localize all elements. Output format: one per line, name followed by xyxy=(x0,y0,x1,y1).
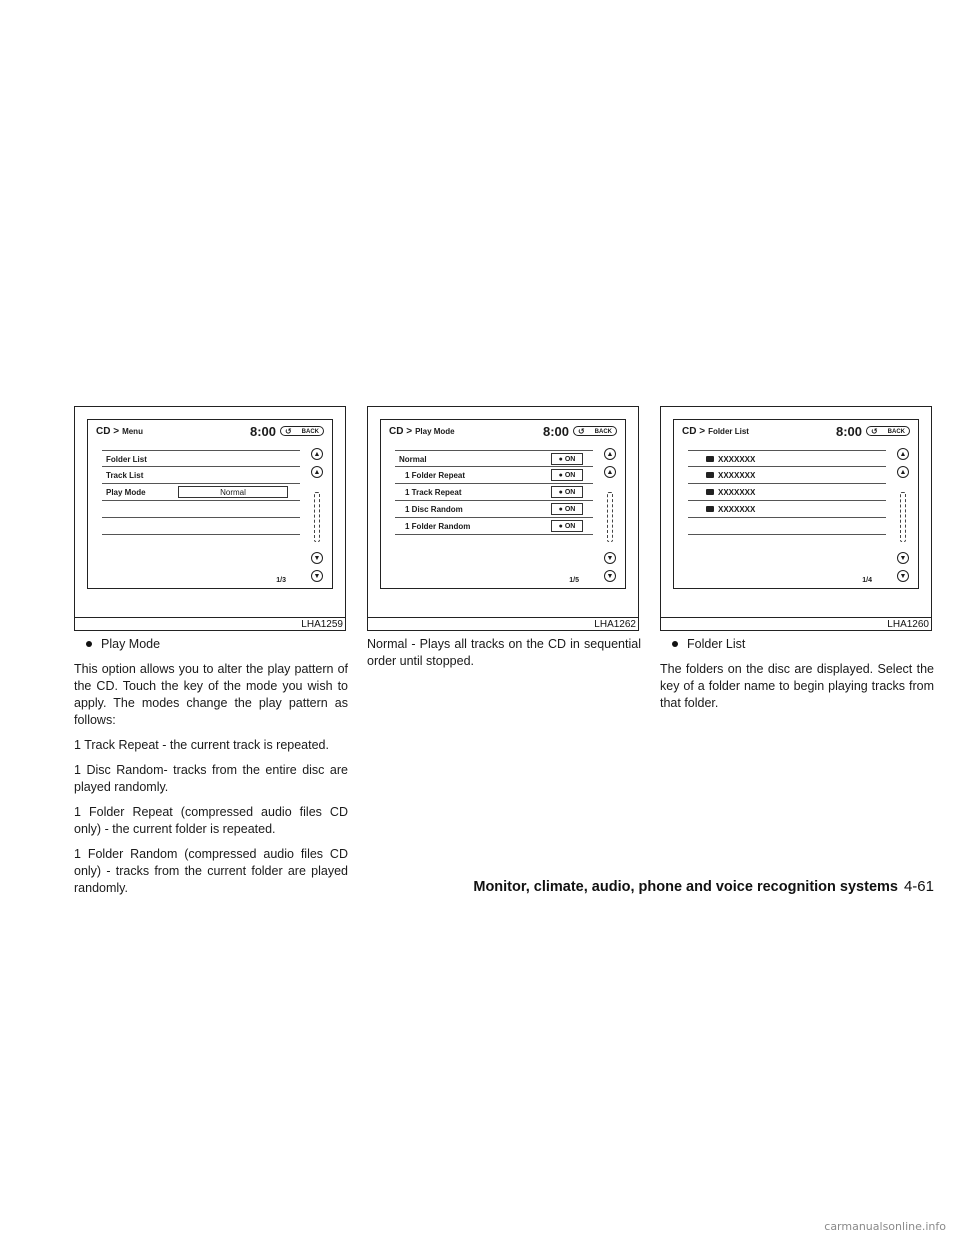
play-mode-value: Normal xyxy=(178,486,288,498)
scroll-up-icon[interactable]: ▲ xyxy=(311,466,323,478)
figure-menu xyxy=(74,406,346,631)
folder-icon xyxy=(706,472,714,478)
page-number: 4-61 xyxy=(903,878,934,895)
screen-section: Folder List xyxy=(708,427,749,436)
paragraph: 1 Disc Random- tracks from the entire disc are played randomly. xyxy=(74,763,348,794)
list-item[interactable] xyxy=(395,518,593,535)
on-label: ON xyxy=(564,472,576,479)
list-item-label: 1 Disc Random xyxy=(405,505,463,514)
figure-rule xyxy=(661,617,931,618)
scroll-top-icon[interactable]: ▲ xyxy=(311,448,323,460)
list-item[interactable] xyxy=(395,484,593,501)
page-indicator: 1/5 xyxy=(569,577,579,584)
paragraph: The folders on the disc are displayed. Select the key of a folder name to begin playing tracks from that folder. xyxy=(660,662,934,710)
screen-header xyxy=(96,426,143,437)
list-item[interactable] xyxy=(102,484,300,501)
scroll-bottom-icon[interactable]: ▼ xyxy=(311,570,323,582)
screen-folder-list xyxy=(673,419,919,589)
on-label: ON xyxy=(564,456,576,463)
on-label: ON xyxy=(564,523,576,530)
on-indicator: ● ON xyxy=(551,503,583,515)
list-item[interactable] xyxy=(102,450,300,467)
scroll-down-icon[interactable]: ▼ xyxy=(604,552,616,564)
on-label: ON xyxy=(564,489,576,496)
list-item[interactable] xyxy=(395,501,593,518)
on-indicator: ● ON xyxy=(551,469,583,481)
back-arrow-icon: ↺ xyxy=(285,427,292,436)
scrollbar[interactable] xyxy=(900,492,906,542)
text-column-2 xyxy=(367,636,641,678)
page-footer xyxy=(473,878,934,895)
back-arrow-icon: ↺ xyxy=(578,427,585,436)
back-button[interactable] xyxy=(573,426,617,436)
text-column-1 xyxy=(74,636,348,905)
list-item[interactable] xyxy=(688,484,886,501)
figure-code: LHA1260 xyxy=(887,619,929,630)
scroll-bottom-icon[interactable]: ▼ xyxy=(604,570,616,582)
list-item-label: 1 Folder Repeat xyxy=(405,471,466,480)
back-button[interactable] xyxy=(866,426,910,436)
folder-icon xyxy=(706,506,714,512)
page-indicator: 1/3 xyxy=(276,577,286,584)
watermark[interactable]: carmanualsonline.info xyxy=(824,1220,946,1233)
list-item[interactable] xyxy=(688,501,886,518)
list-item-label: Normal xyxy=(399,455,427,464)
list-item-label: 1 Folder Random xyxy=(405,522,471,531)
back-arrow-icon: ↺ xyxy=(871,427,878,436)
list-item[interactable] xyxy=(688,450,886,467)
bullet-icon xyxy=(86,641,92,647)
scroll-top-icon[interactable]: ▲ xyxy=(897,448,909,460)
scrollbar[interactable] xyxy=(607,492,613,542)
list-item[interactable] xyxy=(102,467,300,484)
screen-menu xyxy=(87,419,333,589)
figure-code: LHA1262 xyxy=(594,619,636,630)
back-label: BACK xyxy=(301,429,319,435)
list-item-label: 1 Track Repeat xyxy=(405,488,462,497)
bullet-heading xyxy=(74,636,348,653)
list-item-label: Play Mode xyxy=(106,488,146,497)
back-label: BACK xyxy=(594,429,612,435)
scroll-up-icon[interactable]: ▲ xyxy=(604,466,616,478)
list-item-label: XXXXXXX xyxy=(718,455,756,464)
list-item xyxy=(102,501,300,518)
scroll-bottom-icon[interactable]: ▼ xyxy=(897,570,909,582)
list-item xyxy=(102,518,300,535)
paragraph: 1 Track Repeat - the current track is repeated. xyxy=(74,738,329,752)
scroll-down-icon[interactable]: ▼ xyxy=(897,552,909,564)
screen-source: CD > xyxy=(96,426,120,437)
bullet-label: Play Mode xyxy=(101,637,161,651)
screen-source: CD > xyxy=(682,426,706,437)
list-item-label: XXXXXXX xyxy=(718,471,756,480)
back-label: BACK xyxy=(887,429,905,435)
list-item[interactable] xyxy=(395,467,593,484)
list-item xyxy=(688,518,886,535)
scrollbar[interactable] xyxy=(314,492,320,542)
bullet-icon xyxy=(672,641,678,647)
paragraph: This option allows you to alter the play pattern of the CD. Touch the key of the mode you wish to apply. The modes change the play pattern as follows: xyxy=(74,662,348,727)
scroll-top-icon[interactable]: ▲ xyxy=(604,448,616,460)
clock: 8:00 xyxy=(249,424,276,439)
on-label: ON xyxy=(564,506,576,513)
clock: 8:00 xyxy=(835,424,862,439)
list-item[interactable] xyxy=(395,450,593,467)
back-button[interactable] xyxy=(280,426,324,436)
list-item-label: XXXXXXX xyxy=(718,488,756,497)
screen-header xyxy=(682,426,749,437)
figure-folder-list xyxy=(660,406,932,631)
screen-source: CD > xyxy=(389,426,413,437)
clock: 8:00 xyxy=(542,424,569,439)
paragraph: 1 Folder Random (compressed audio files CD only) - tracks from the current folder are played randomly. xyxy=(74,847,348,895)
screen-section: Play Mode xyxy=(415,427,455,436)
folder-icon xyxy=(706,489,714,495)
figure-rule xyxy=(75,617,345,618)
scroll-up-icon[interactable]: ▲ xyxy=(897,466,909,478)
bullet-label: Folder List xyxy=(687,637,746,651)
screen-section: Menu xyxy=(122,427,143,436)
text-column-3 xyxy=(660,636,934,720)
on-indicator: ● ON xyxy=(551,486,583,498)
figure-code: LHA1259 xyxy=(301,619,343,630)
scroll-controls xyxy=(896,448,912,584)
folder-list xyxy=(688,450,886,535)
menu-list xyxy=(102,450,300,535)
bullet-heading xyxy=(660,636,934,653)
scroll-controls xyxy=(603,448,619,584)
list-item-label: XXXXXXX xyxy=(718,505,756,514)
figure-rule xyxy=(368,617,638,618)
list-item[interactable] xyxy=(688,467,886,484)
paragraph: Normal - Plays all tracks on the CD in sequential order until stopped. xyxy=(367,637,641,668)
screen-play-mode xyxy=(380,419,626,589)
on-indicator: ● ON xyxy=(551,453,583,465)
on-indicator: ● ON xyxy=(551,520,583,532)
screen-header xyxy=(389,426,455,437)
play-mode-list xyxy=(395,450,593,535)
page-indicator: 1/4 xyxy=(862,577,872,584)
section-title: Monitor, climate, audio, phone and voice recognition systems xyxy=(473,879,898,895)
folder-icon xyxy=(706,456,714,462)
list-item-label: Track List xyxy=(106,471,144,480)
figure-play-mode xyxy=(367,406,639,631)
paragraph: 1 Folder Repeat (compressed audio files CD only) - the current folder is repeated. xyxy=(74,805,348,836)
scroll-down-icon[interactable]: ▼ xyxy=(311,552,323,564)
scroll-controls xyxy=(310,448,326,584)
list-item-label: Folder List xyxy=(106,455,147,464)
